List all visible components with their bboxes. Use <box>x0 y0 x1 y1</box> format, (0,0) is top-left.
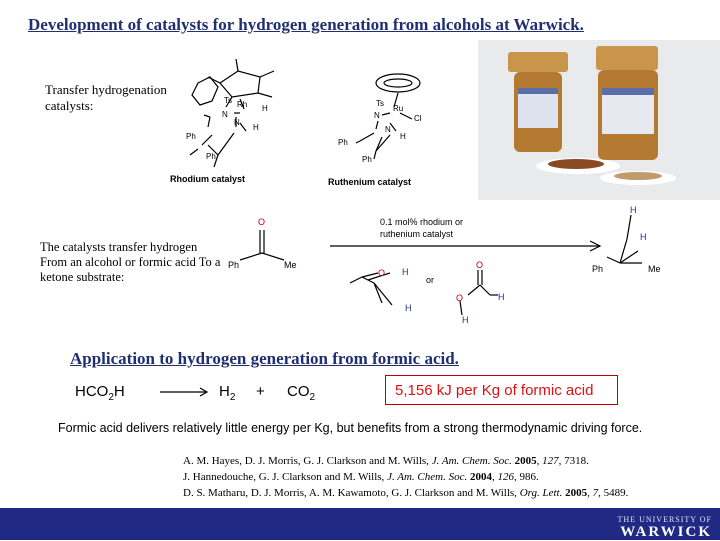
ref3-year: 2005 <box>562 487 588 499</box>
or-label: or <box>426 275 435 285</box>
conditions-line1: 0.1 mol% rhodium or <box>380 217 464 227</box>
ipa-h2-label: H <box>405 303 412 313</box>
rh-ts-label: Ts <box>224 96 232 105</box>
conditions-line2: ruthenium catalyst <box>380 229 454 239</box>
formic-h2-label: H <box>462 315 469 325</box>
catalyst-bottles-photo <box>478 40 720 200</box>
formic-o2-label: O <box>456 293 464 303</box>
rhodium-catalyst-caption: Rhodium catalyst <box>170 174 246 184</box>
ref2-volume: , 126 <box>491 471 514 483</box>
product-h1-label: H <box>630 205 637 215</box>
ru-ts-label: Ts <box>376 99 384 108</box>
ref2-pages: , 986. <box>513 471 539 483</box>
university-logo-line1: THE UNIVERSITY OF <box>617 515 712 524</box>
rh-h1-label: H <box>262 104 268 113</box>
ref2-year: 2004 <box>467 471 492 483</box>
reference-3 <box>183 487 628 499</box>
rh-ph1-label: Ph <box>186 132 196 141</box>
reference-2 <box>183 471 539 483</box>
ref2-authors: J. Hannedouche, G. J. Clarkson and M. Wills, <box>183 471 388 483</box>
product-ph-label: Ph <box>592 264 604 274</box>
ref1-authors: A. M. Hayes, D. J. Morris, G. J. Clarkson and M. Wills, <box>183 455 432 467</box>
formic-acid-description: Formic acid delivers relatively little energy per Kg, but benefits from a strong thermodynamic driving force. <box>58 421 643 435</box>
rh-cp-ring <box>220 71 260 97</box>
reactant-tail: H <box>113 383 125 400</box>
ketone-ph-label: Ph <box>228 260 240 270</box>
ref3-pages: , 5489. <box>598 487 629 499</box>
equation-product-co2 <box>287 383 315 403</box>
equation-product-h2 <box>219 383 235 403</box>
formic-o1-label: O <box>476 260 484 270</box>
transfer-hydrogenation-label: Transfer hydrogenation catalysts: <box>45 82 167 113</box>
formic-h1-label: H <box>498 292 505 302</box>
product-me-label: Me <box>648 264 661 274</box>
catalyst-description: The catalysts transfer hydrogen From an alcohol or formic acid To a ketone substrate: <box>40 240 221 284</box>
university-logo-line2: WARWICK <box>620 524 712 540</box>
co2-text: CO <box>287 383 310 400</box>
ipa-o-label: O <box>378 268 386 278</box>
ru-ph2-label: Ph <box>362 155 372 164</box>
ipa-h1-label: H <box>402 267 409 277</box>
ketone-me-label: Me <box>284 260 297 270</box>
footer-bar <box>0 508 720 540</box>
ref1-journal: J. Am. Chem. Soc. <box>431 455 512 467</box>
ru-ph1-label: Ph <box>338 138 348 147</box>
ref3-journal: Org. Lett. <box>519 487 563 499</box>
reactant-text: HCO <box>75 383 109 400</box>
co2-subscript: 2 <box>309 392 316 403</box>
ru-cl-label: Cl <box>414 114 422 123</box>
ref1-pages: , 7318. <box>558 455 589 467</box>
ru-h-label: H <box>400 132 406 141</box>
ru-metal-label: Ru <box>393 104 404 113</box>
ru-n2-label: N <box>385 125 391 134</box>
ref2-journal: J. Am. Chem. Soc. <box>387 471 468 483</box>
equation-arrow <box>160 386 210 398</box>
rh-metal-label: Rh <box>237 100 248 109</box>
h2-text: H <box>219 383 230 400</box>
equation-reactant <box>75 383 125 403</box>
h2-subscript: 2 <box>229 392 236 403</box>
rh-ph2-label: Ph <box>206 152 216 161</box>
ref1-year: 2005 <box>511 455 537 467</box>
rh-h2-label: H <box>253 123 259 132</box>
rh-n2-label: N <box>234 118 240 127</box>
ref1-volume: , 127 <box>536 455 559 467</box>
reference-1 <box>183 455 589 467</box>
product-h2-label: H <box>640 232 647 242</box>
equation-plus: + <box>256 383 265 400</box>
slide-title: Development of catalysts for hydrogen generation from alcohols at Warwick. <box>28 15 584 34</box>
ruthenium-catalyst-caption: Ruthenium catalyst <box>328 177 412 187</box>
reactant-subscript: 2 <box>108 392 114 403</box>
application-title: Application to hydrogen generation from formic acid. <box>70 349 459 368</box>
ref3-volume: , 7 <box>587 487 599 499</box>
ru-n1-label: N <box>374 111 380 120</box>
ref3-authors: D. S. Matharu, D. J. Morris, A. M. Kawamoto, G. J. Clarkson and M. Wills, <box>183 487 520 499</box>
ketone-o-label: O <box>258 217 266 227</box>
rh-n1-label: N <box>222 110 228 119</box>
energy-value: 5,156 kJ per Kg of formic acid <box>395 382 594 399</box>
